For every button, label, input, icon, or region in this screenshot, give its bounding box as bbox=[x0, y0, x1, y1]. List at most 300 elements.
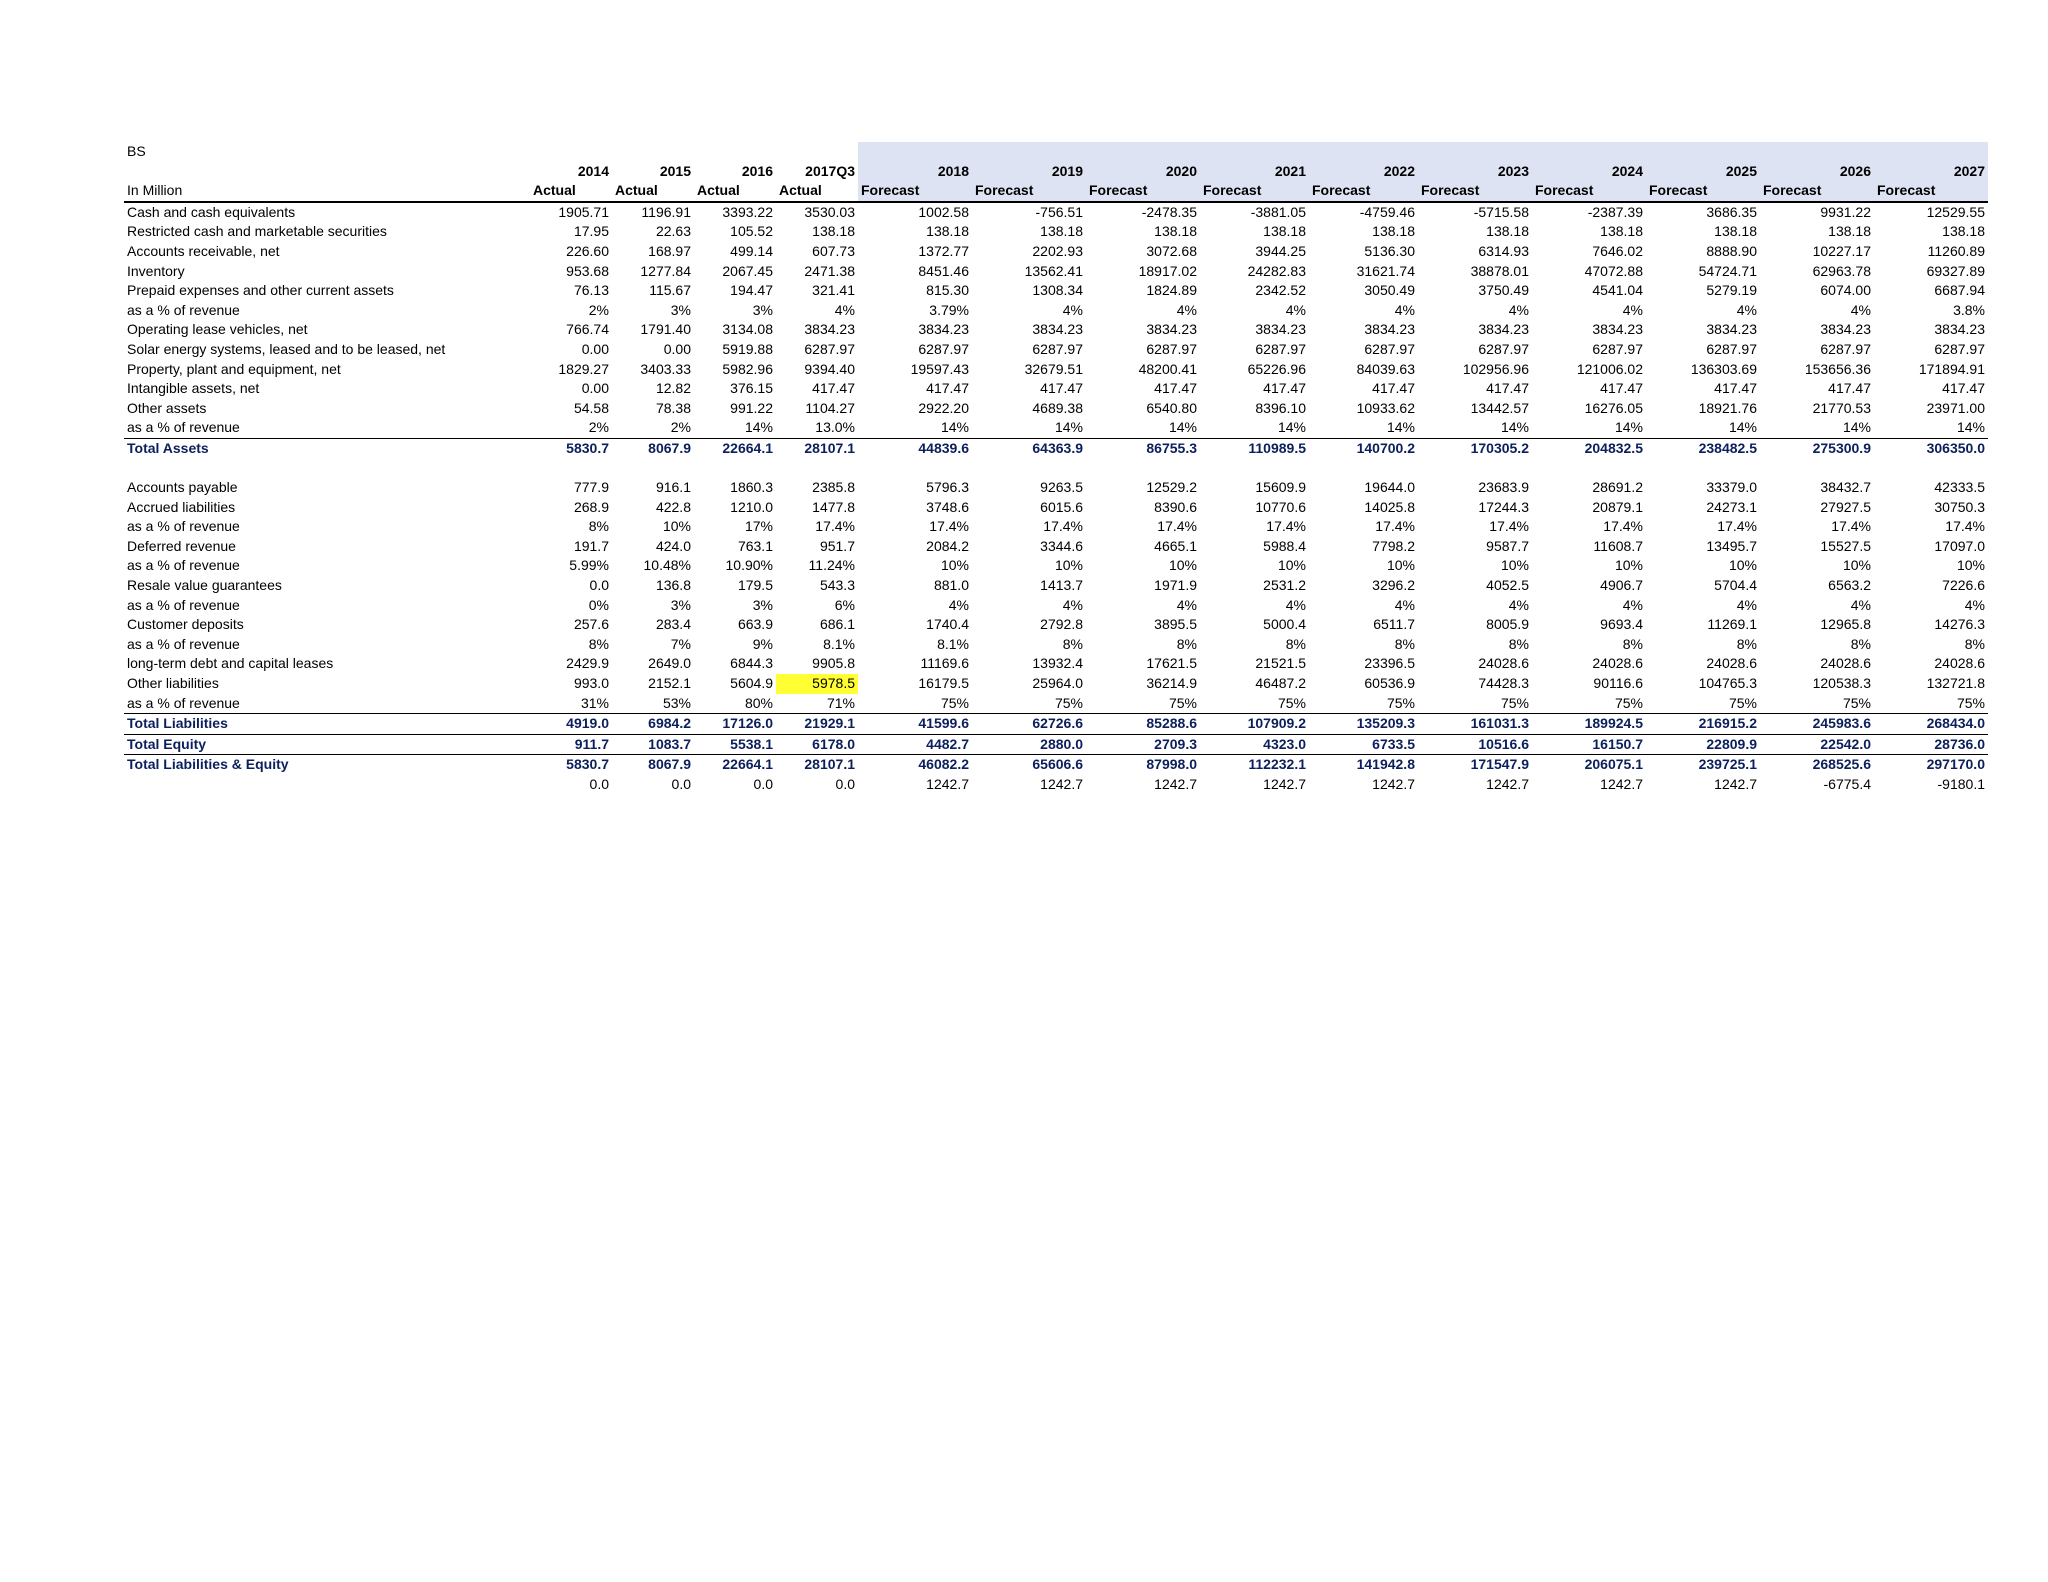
value-cell: 14% bbox=[1532, 418, 1646, 438]
value-cell: 763.1 bbox=[737, 537, 773, 554]
empty-cell bbox=[124, 775, 530, 795]
value-cell: 138.18 bbox=[1372, 223, 1415, 240]
check-value: 0.0 bbox=[671, 776, 691, 792]
value-cell: 138.18 bbox=[1942, 223, 1985, 240]
value-cell: 13442.57 bbox=[1470, 399, 1529, 416]
value-cell: 24028.6 bbox=[1706, 655, 1757, 672]
value-cell: 71% bbox=[776, 694, 858, 714]
total-value: 87998.0 bbox=[1146, 756, 1197, 773]
empty-cell bbox=[1086, 459, 1200, 479]
value-cell: 6511.7 bbox=[1373, 616, 1415, 633]
value-cell: 6015.6 bbox=[1040, 498, 1083, 515]
value-cell: 417.47 bbox=[1263, 380, 1306, 397]
value-cell: 84039.63 bbox=[1356, 360, 1415, 377]
empty-cell bbox=[612, 459, 694, 479]
value-cell: 953.68 bbox=[566, 262, 609, 279]
value-cell: 54724.71 bbox=[1698, 262, 1757, 279]
empty-cell bbox=[1874, 459, 1988, 479]
value-cell: 10% bbox=[940, 557, 969, 574]
value-cell: 226.60 bbox=[566, 242, 609, 259]
asset-row bbox=[124, 222, 1988, 242]
value-cell: 0.00 bbox=[663, 340, 691, 357]
value-cell: 4% bbox=[1176, 596, 1197, 613]
value-cell: 18921.76 bbox=[1698, 399, 1757, 416]
total-value: 135209.3 bbox=[1309, 714, 1418, 735]
value-cell: 75% bbox=[1760, 694, 1874, 714]
total-value: 17126.0 bbox=[694, 714, 776, 735]
total-value: 6984.2 bbox=[612, 714, 694, 735]
value-cell: 17.4% bbox=[1489, 518, 1529, 535]
value-cell: 32679.51 bbox=[1024, 360, 1083, 377]
value-cell: 168.97 bbox=[648, 242, 691, 259]
asset-row bbox=[124, 301, 1988, 321]
value-cell: 10% bbox=[1956, 557, 1985, 574]
value-cell: 417.47 bbox=[1942, 380, 1985, 397]
sheet-title: BS bbox=[127, 143, 146, 159]
value-cell: 10% bbox=[1054, 557, 1083, 574]
value-cell: 6287.97 bbox=[1592, 340, 1643, 357]
unit-label: In Million bbox=[124, 181, 530, 202]
row-label: Accrued liabilities bbox=[127, 498, 236, 515]
value-cell: 6287.97 bbox=[1820, 340, 1871, 357]
value-cell: 11269.1 bbox=[1707, 616, 1757, 633]
total-label: Total Assets bbox=[127, 439, 209, 456]
value-cell: 2% bbox=[612, 418, 694, 438]
value-cell: 1905.71 bbox=[558, 203, 609, 220]
value-cell: 75% bbox=[858, 694, 972, 714]
value-cell: 6287.97 bbox=[1255, 340, 1306, 357]
value-cell: 9905.8 bbox=[812, 655, 855, 672]
value-cell: 6287.97 bbox=[1364, 340, 1415, 357]
value-cell: 8% bbox=[1850, 635, 1871, 652]
value-cell: 69327.89 bbox=[1926, 262, 1985, 279]
check-value: 1242.7 bbox=[1263, 776, 1306, 792]
value-cell: 3895.5 bbox=[1154, 616, 1197, 633]
value-cell: 18917.02 bbox=[1138, 262, 1197, 279]
value-cell: 31% bbox=[530, 694, 612, 714]
value-cell: 3.79% bbox=[929, 301, 969, 318]
value-cell: 8% bbox=[1622, 635, 1643, 652]
value-cell: -2387.39 bbox=[1587, 203, 1643, 220]
value-cell: 3834.23 bbox=[1478, 321, 1529, 338]
value-cell: 138.18 bbox=[1714, 223, 1757, 240]
value-cell: 6540.80 bbox=[1146, 399, 1197, 416]
value-cell: 2342.52 bbox=[1255, 282, 1306, 299]
value-cell: 10.90% bbox=[725, 557, 773, 574]
total-value: 297170.0 bbox=[1926, 756, 1985, 773]
total-label: Total Liabilities & Equity bbox=[127, 756, 289, 773]
total-label: Total Equity bbox=[124, 734, 530, 755]
value-cell: 0% bbox=[588, 596, 609, 613]
value-cell: 10% bbox=[662, 518, 691, 535]
value-cell: 14% bbox=[1200, 418, 1309, 438]
value-cell: 75% bbox=[1532, 694, 1646, 714]
value-cell: 75% bbox=[1200, 694, 1309, 714]
value-cell: 8% bbox=[1394, 635, 1415, 652]
value-cell: 15527.5 bbox=[1820, 537, 1871, 554]
total-value: 4919.0 bbox=[530, 714, 612, 735]
check-value: 0.0 bbox=[835, 776, 855, 792]
value-cell: 4689.38 bbox=[1032, 399, 1083, 416]
value-cell: 36214.9 bbox=[1146, 675, 1197, 692]
value-cell: 3834.23 bbox=[918, 321, 969, 338]
value-cell: 8451.46 bbox=[918, 262, 969, 279]
value-cell: 3344.6 bbox=[1040, 537, 1083, 554]
value-cell: 33379.0 bbox=[1706, 479, 1757, 496]
period-type-header: Forecast bbox=[1874, 181, 1988, 202]
value-cell: 17.4% bbox=[1043, 518, 1083, 535]
empty-cell bbox=[858, 459, 972, 479]
value-cell: 3686.35 bbox=[1706, 203, 1757, 220]
year-header: 2014 bbox=[577, 162, 609, 179]
value-cell: 6074.00 bbox=[1820, 282, 1871, 299]
value-cell: 42333.5 bbox=[1934, 479, 1985, 496]
liability-row bbox=[124, 576, 1988, 596]
value-cell: 5796.3 bbox=[926, 479, 969, 496]
check-value: 1242.7 bbox=[1372, 776, 1415, 792]
total-value: 268525.6 bbox=[1812, 756, 1871, 773]
value-cell: 17.4% bbox=[1375, 518, 1415, 535]
value-cell: 9693.4 bbox=[1600, 616, 1643, 633]
value-cell: 5988.4 bbox=[1263, 537, 1306, 554]
value-cell: 75% bbox=[1309, 694, 1418, 714]
total-value: 21929.1 bbox=[776, 714, 858, 735]
value-cell: 424.0 bbox=[655, 537, 691, 554]
total-value: 5538.1 bbox=[694, 734, 776, 755]
value-cell: 4% bbox=[1394, 596, 1415, 613]
value-cell: 4% bbox=[1850, 596, 1871, 613]
value-cell: 14% bbox=[972, 418, 1086, 438]
asset-row bbox=[124, 399, 1988, 419]
value-cell: 4% bbox=[1508, 301, 1529, 318]
value-cell: 11169.6 bbox=[920, 655, 969, 672]
value-cell: 1413.7 bbox=[1040, 577, 1083, 594]
value-cell: 23396.5 bbox=[1364, 655, 1415, 672]
value-cell: 138.18 bbox=[1263, 223, 1306, 240]
empty-cell bbox=[1760, 142, 1874, 162]
value-cell: 8% bbox=[588, 635, 609, 652]
row-label: long-term debt and capital leases bbox=[127, 655, 334, 672]
period-type-header: Forecast bbox=[1200, 181, 1309, 202]
empty-cell bbox=[612, 142, 694, 162]
row-label: Solar energy systems, leased and to be leased, net bbox=[127, 340, 446, 357]
asset-row bbox=[124, 360, 1988, 380]
sheet-title-row bbox=[124, 142, 1988, 162]
value-cell: 4% bbox=[948, 596, 969, 613]
value-cell: 3834.23 bbox=[1364, 321, 1415, 338]
total-value: 22809.9 bbox=[1646, 734, 1760, 755]
value-cell: 499.14 bbox=[730, 242, 773, 259]
value-cell: 4% bbox=[1394, 301, 1415, 318]
value-cell: 1372.77 bbox=[918, 242, 969, 259]
empty-cell bbox=[1309, 142, 1418, 162]
row-label: Deferred revenue bbox=[127, 537, 236, 554]
value-cell: 8888.90 bbox=[1706, 242, 1757, 259]
value-cell: 21770.53 bbox=[1812, 399, 1871, 416]
total-value: 275300.9 bbox=[1812, 439, 1871, 456]
value-cell: 766.74 bbox=[566, 321, 609, 338]
value-cell: 171894.91 bbox=[1918, 360, 1985, 377]
value-cell: 0.00 bbox=[581, 340, 609, 357]
value-cell: 3834.23 bbox=[1820, 321, 1871, 338]
value-cell: 7% bbox=[670, 635, 691, 652]
value-cell: 24028.6 bbox=[1592, 655, 1643, 672]
total-value: 8067.9 bbox=[648, 756, 691, 773]
value-cell: 19644.0 bbox=[1364, 479, 1415, 496]
total-value: 4482.7 bbox=[858, 734, 972, 755]
value-cell: 417.47 bbox=[1600, 380, 1643, 397]
total-value: 140700.2 bbox=[1356, 439, 1415, 456]
value-cell: 417.47 bbox=[1154, 380, 1197, 397]
total-value: 22664.1 bbox=[722, 439, 773, 456]
check-value: 1242.7 bbox=[1600, 776, 1643, 792]
value-cell: 75% bbox=[1418, 694, 1532, 714]
check-value: 0.0 bbox=[589, 776, 609, 792]
year-header: 2015 bbox=[659, 162, 691, 179]
value-cell: 76.13 bbox=[573, 282, 609, 299]
row-label: as a % of revenue bbox=[127, 518, 240, 535]
value-cell: 10% bbox=[1842, 557, 1871, 574]
value-cell: 30750.3 bbox=[1934, 498, 1985, 515]
total-value: 238482.5 bbox=[1698, 439, 1757, 456]
year-header: 2021 bbox=[1200, 162, 1309, 182]
value-cell: 6287.97 bbox=[804, 340, 855, 357]
value-cell: 417.47 bbox=[926, 380, 969, 397]
row-label: Customer deposits bbox=[127, 616, 244, 633]
value-cell: 65226.96 bbox=[1247, 360, 1306, 377]
row-label: Resale value guarantees bbox=[127, 577, 282, 594]
total-value: 28107.1 bbox=[804, 439, 855, 456]
total-value: 22542.0 bbox=[1760, 734, 1874, 755]
value-cell: 120538.3 bbox=[1812, 675, 1871, 692]
value-cell: 138.18 bbox=[926, 223, 969, 240]
value-cell: 17.4% bbox=[1945, 518, 1985, 535]
value-cell: 5000.4 bbox=[1263, 616, 1306, 633]
empty-cell bbox=[1200, 459, 1309, 479]
period-type-header: Forecast bbox=[1418, 181, 1532, 202]
value-cell: 8396.10 bbox=[1255, 399, 1306, 416]
total-value: 170305.2 bbox=[1470, 439, 1529, 456]
total-value: 16150.7 bbox=[1532, 734, 1646, 755]
value-cell: 417.47 bbox=[1486, 380, 1529, 397]
value-cell: 17.4% bbox=[815, 518, 855, 535]
value-cell: 14% bbox=[1760, 418, 1874, 438]
value-cell: 6287.97 bbox=[1706, 340, 1757, 357]
row-label: Prepaid expenses and other current assets bbox=[127, 282, 394, 299]
row-label: Restricted cash and marketable securities bbox=[127, 223, 387, 240]
empty-cell bbox=[124, 459, 530, 479]
total-value: 161031.3 bbox=[1418, 714, 1532, 735]
total-value: 22664.1 bbox=[722, 756, 773, 773]
empty-cell bbox=[530, 142, 612, 162]
value-cell: 3134.08 bbox=[722, 321, 773, 338]
empty-cell bbox=[1200, 142, 1309, 162]
liability-row bbox=[124, 635, 1988, 655]
value-cell: 6287.97 bbox=[1146, 340, 1197, 357]
period-type-header: Actual bbox=[612, 181, 694, 202]
value-cell: 1971.9 bbox=[1154, 577, 1197, 594]
value-cell: 194.47 bbox=[730, 282, 773, 299]
total-value: 4323.0 bbox=[1200, 734, 1309, 755]
value-cell: 9931.22 bbox=[1820, 203, 1871, 220]
total-value: 28736.0 bbox=[1874, 734, 1988, 755]
value-cell: 17097.0 bbox=[1934, 537, 1985, 554]
value-cell: 14% bbox=[694, 418, 776, 438]
asset-row bbox=[124, 320, 1988, 340]
value-cell: 12529.55 bbox=[1926, 203, 1985, 220]
value-cell: 10.48% bbox=[643, 557, 691, 574]
value-cell: -756.51 bbox=[1035, 203, 1083, 220]
empty-cell bbox=[530, 459, 612, 479]
value-cell: 3834.23 bbox=[804, 321, 855, 338]
value-cell: 17.4% bbox=[929, 518, 969, 535]
value-cell: 14% bbox=[1086, 418, 1200, 438]
period-type-header: Forecast bbox=[1646, 181, 1760, 202]
value-cell: 0.0 bbox=[589, 577, 609, 594]
empty-cell bbox=[1418, 459, 1532, 479]
value-cell: 138.18 bbox=[1486, 223, 1529, 240]
value-cell: 17% bbox=[744, 518, 773, 535]
value-cell: 3050.49 bbox=[1364, 282, 1415, 299]
value-cell: 2% bbox=[530, 418, 612, 438]
total-value: 64363.9 bbox=[1032, 439, 1083, 456]
total-value: 5830.7 bbox=[566, 756, 609, 773]
total-value: 206075.1 bbox=[1584, 756, 1643, 773]
value-cell: 268.9 bbox=[573, 498, 609, 515]
total-value: 245983.6 bbox=[1760, 714, 1874, 735]
value-cell: 14025.8 bbox=[1364, 498, 1415, 515]
value-cell: 3834.23 bbox=[1934, 321, 1985, 338]
total-value: 2709.3 bbox=[1086, 734, 1200, 755]
value-cell: 916.1 bbox=[655, 479, 691, 496]
liability-row bbox=[124, 596, 1988, 616]
value-cell: 1196.91 bbox=[641, 203, 691, 220]
value-cell: 102956.96 bbox=[1462, 360, 1529, 377]
value-cell: 17.4% bbox=[1603, 518, 1643, 535]
value-cell: 422.8 bbox=[655, 498, 691, 515]
value-cell: -3881.05 bbox=[1250, 203, 1306, 220]
value-cell: 14% bbox=[1418, 418, 1532, 438]
value-cell: -4759.46 bbox=[1359, 203, 1415, 220]
value-cell: 6844.3 bbox=[730, 655, 773, 672]
total-value: 107909.2 bbox=[1200, 714, 1309, 735]
year-header: 2017Q3 bbox=[805, 162, 855, 179]
value-cell: 4% bbox=[1736, 596, 1757, 613]
total-value: 62726.6 bbox=[972, 714, 1086, 735]
total-value: 5830.7 bbox=[566, 439, 609, 456]
row-label: as a % of revenue bbox=[127, 635, 240, 652]
value-cell: 686.1 bbox=[819, 616, 855, 633]
value-cell: 9263.5 bbox=[1040, 479, 1083, 496]
value-cell: 12529.2 bbox=[1146, 479, 1197, 496]
year-header: 2026 bbox=[1760, 162, 1874, 182]
value-cell: 75% bbox=[1086, 694, 1200, 714]
total-value: 216915.2 bbox=[1646, 714, 1760, 735]
value-cell: 104765.3 bbox=[1698, 675, 1757, 692]
total-value: 2880.0 bbox=[972, 734, 1086, 755]
value-cell: 16276.05 bbox=[1584, 399, 1643, 416]
value-cell: 17.4% bbox=[1266, 518, 1306, 535]
value-cell: 23683.9 bbox=[1478, 479, 1529, 496]
value-cell: 8% bbox=[1062, 635, 1083, 652]
value-cell: 2385.8 bbox=[812, 479, 855, 496]
empty-cell bbox=[694, 142, 776, 162]
value-cell: 1210.0 bbox=[730, 498, 773, 515]
value-cell: 663.9 bbox=[737, 616, 773, 633]
value-cell: 991.22 bbox=[730, 399, 773, 416]
value-cell: 17621.5 bbox=[1146, 655, 1197, 672]
value-cell: 75% bbox=[1646, 694, 1760, 714]
value-cell: 15609.9 bbox=[1255, 479, 1306, 496]
value-cell: 24282.83 bbox=[1247, 262, 1306, 279]
year-header: 2025 bbox=[1646, 162, 1760, 182]
row-label: as a % of revenue bbox=[124, 418, 530, 438]
total-value: 6733.5 bbox=[1309, 734, 1418, 755]
value-cell: 10% bbox=[1728, 557, 1757, 574]
liability-row bbox=[124, 694, 1988, 714]
value-cell: 54.58 bbox=[573, 399, 609, 416]
period-type-header: Actual bbox=[694, 181, 776, 202]
value-cell: 1277.84 bbox=[640, 262, 691, 279]
value-cell: 21521.5 bbox=[1255, 655, 1306, 672]
value-cell: 417.47 bbox=[1372, 380, 1415, 397]
empty-cell bbox=[776, 459, 858, 479]
total-value: 112232.1 bbox=[1248, 756, 1306, 773]
value-cell: 6% bbox=[834, 596, 855, 613]
row-label: as a % of revenue bbox=[127, 557, 240, 574]
asset-row bbox=[124, 340, 1988, 360]
value-cell: 25964.0 bbox=[1032, 675, 1083, 692]
value-cell: 27927.5 bbox=[1820, 498, 1871, 515]
value-cell: 17.4% bbox=[1717, 518, 1757, 535]
value-cell: 4% bbox=[1285, 301, 1306, 318]
value-cell: 5604.9 bbox=[730, 675, 773, 692]
value-cell: 3834.23 bbox=[1032, 321, 1083, 338]
value-cell: 4% bbox=[1622, 301, 1643, 318]
value-cell: 3944.25 bbox=[1255, 242, 1306, 259]
empty-cell bbox=[972, 459, 1086, 479]
value-cell: 14% bbox=[1646, 418, 1760, 438]
value-cell: 13495.7 bbox=[1706, 537, 1757, 554]
total-value: 239725.1 bbox=[1698, 756, 1757, 773]
value-cell: 777.9 bbox=[573, 479, 609, 496]
value-cell: 3% bbox=[752, 301, 773, 318]
value-cell: 3748.6 bbox=[926, 498, 969, 515]
value-cell: 4% bbox=[1062, 301, 1083, 318]
value-cell: 10% bbox=[1614, 557, 1643, 574]
value-cell: 4% bbox=[834, 301, 855, 318]
value-cell: -5715.58 bbox=[1473, 203, 1529, 220]
value-cell: -2478.35 bbox=[1141, 203, 1197, 220]
year-header: 2022 bbox=[1309, 162, 1418, 182]
value-cell: 3393.22 bbox=[722, 203, 773, 220]
year-header-row bbox=[124, 162, 1988, 182]
empty-cell bbox=[1874, 142, 1988, 162]
value-cell: 24273.1 bbox=[1706, 498, 1757, 515]
period-type-header: Forecast bbox=[1086, 181, 1200, 202]
value-cell: 2429.9 bbox=[566, 655, 609, 672]
check-value: -9180.1 bbox=[1937, 776, 1985, 792]
value-cell: 1829.27 bbox=[558, 360, 609, 377]
value-cell: 543.3 bbox=[819, 577, 855, 594]
value-cell: 5919.88 bbox=[722, 340, 773, 357]
empty-cell bbox=[124, 162, 530, 182]
value-cell: 12965.8 bbox=[1820, 616, 1871, 633]
value-cell: 4% bbox=[1964, 596, 1985, 613]
value-cell: 8% bbox=[1508, 635, 1529, 652]
liability-row bbox=[124, 556, 1988, 576]
value-cell: 28691.2 bbox=[1592, 479, 1643, 496]
